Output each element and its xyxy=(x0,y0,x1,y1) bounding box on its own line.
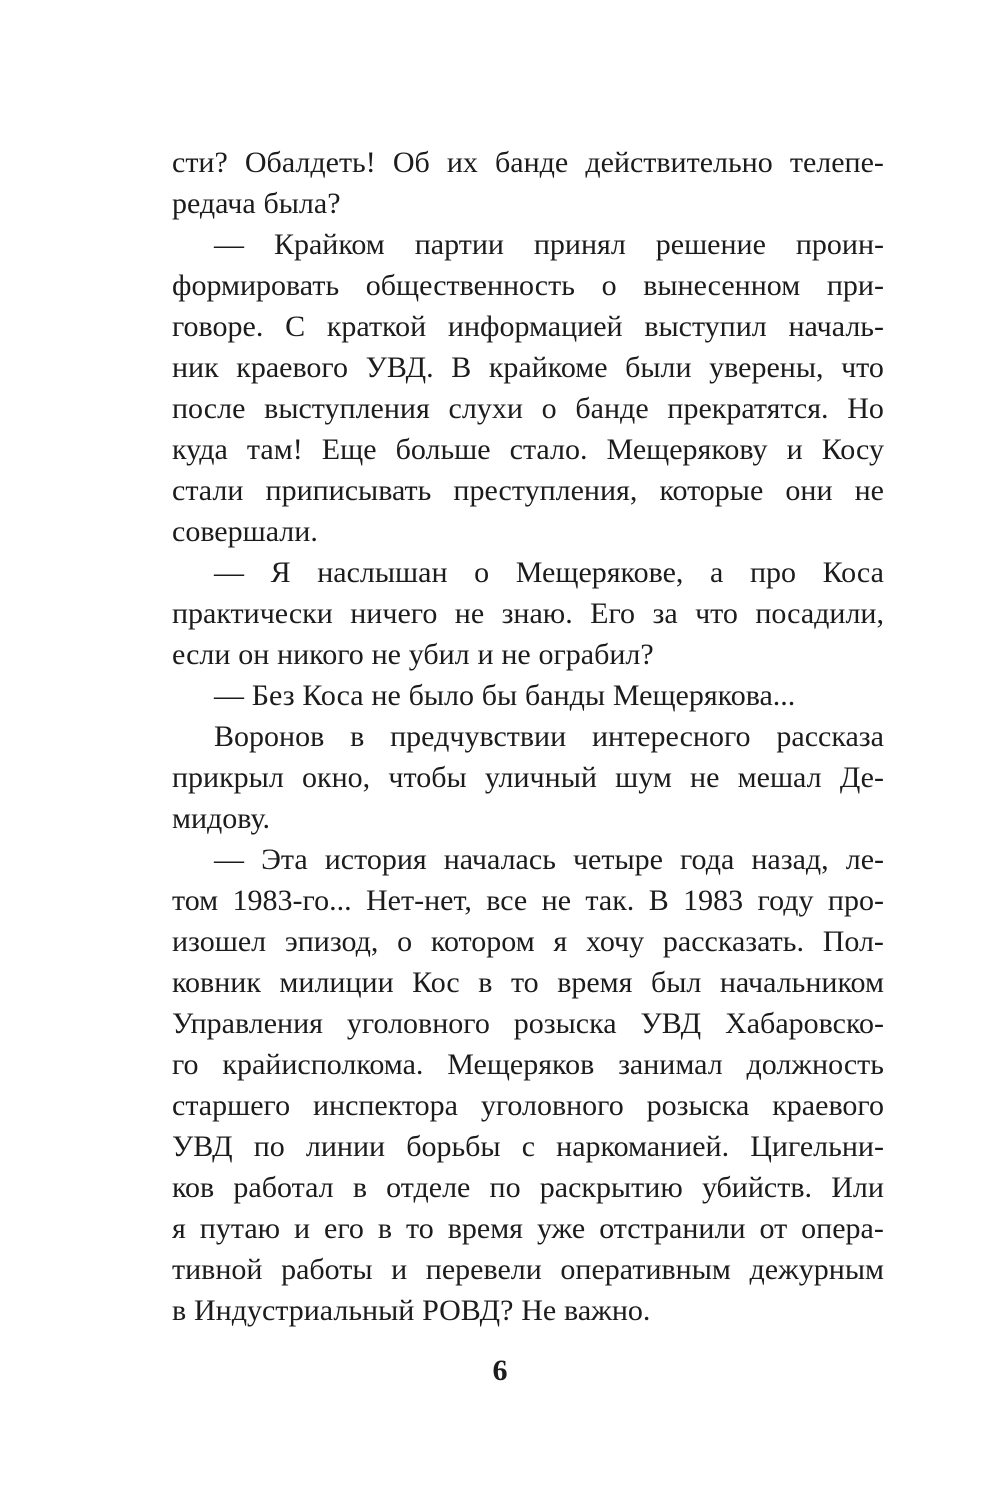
text-line: я путаю и его в то время уже отстранили от опера- xyxy=(172,1212,884,1245)
text-line: стали приписывать преступления, которые они не xyxy=(172,474,884,507)
text-line: формировать общественность о вынесенном при- xyxy=(172,269,884,302)
body-text xyxy=(172,142,884,1331)
text-line: го крайисполкома. Мещеряков занимал должность xyxy=(172,1048,884,1081)
text-line: ковник милиции Кос в то время был начальником xyxy=(172,966,884,999)
text-line: старшего инспектора уголовного розыска краевого xyxy=(172,1089,884,1122)
text-line: редача была? xyxy=(172,187,341,220)
page-number: 6 xyxy=(492,1354,508,1387)
text-line: изошел эпизод, о котором я хочу рассказать. Пол- xyxy=(172,925,884,958)
text-line: мидову. xyxy=(172,802,270,835)
text-line: — Крайком партии принял решение проин- xyxy=(214,228,884,261)
text-line: — Без Коса не было бы банды Мещерякова... xyxy=(214,679,796,712)
text-line: после выступления слухи о банде прекратятся. Но xyxy=(172,392,884,425)
text-line: говоре. С краткой информацией выступил началь- xyxy=(172,310,884,343)
text-line: практически ничего не знаю. Его за что посадили, xyxy=(172,597,884,630)
text-line: сти? Обалдеть! Об их банде действительно телепе- xyxy=(172,146,884,179)
text-line: совершали. xyxy=(172,515,318,548)
text-line: Управления уголовного розыска УВД Хабаровско- xyxy=(172,1007,884,1040)
text-line: прикрыл окно, чтобы уличный шум не мешал Де- xyxy=(172,761,884,794)
text-line: Воронов в предчувствии интересного рассказа xyxy=(214,720,884,753)
text-line: ков работал в отделе по раскрытию убийств. Или xyxy=(172,1171,884,1204)
text-line: куда там! Еще больше стало. Мещерякову и Косу xyxy=(172,433,884,466)
text-line: тивной работы и перевели оперативным дежурным xyxy=(172,1253,884,1286)
text-line: — Эта история началась четыре года назад, ле- xyxy=(214,843,884,876)
text-line: в Индустриальный РОВД? Не важно. xyxy=(172,1294,651,1327)
text-line: том 1983-го... Нет-нет, все не так. В 1983 году про- xyxy=(172,884,884,917)
text-line: если он никого не убил и не ограбил? xyxy=(172,638,654,671)
text-line: УВД по линии борьбы с наркоманией. Цигельни- xyxy=(172,1130,884,1163)
text-line: ник краевого УВД. В крайкоме были уверены, что xyxy=(172,351,884,384)
text-line: — Я наслышан о Мещерякове, а про Коса xyxy=(214,556,884,589)
